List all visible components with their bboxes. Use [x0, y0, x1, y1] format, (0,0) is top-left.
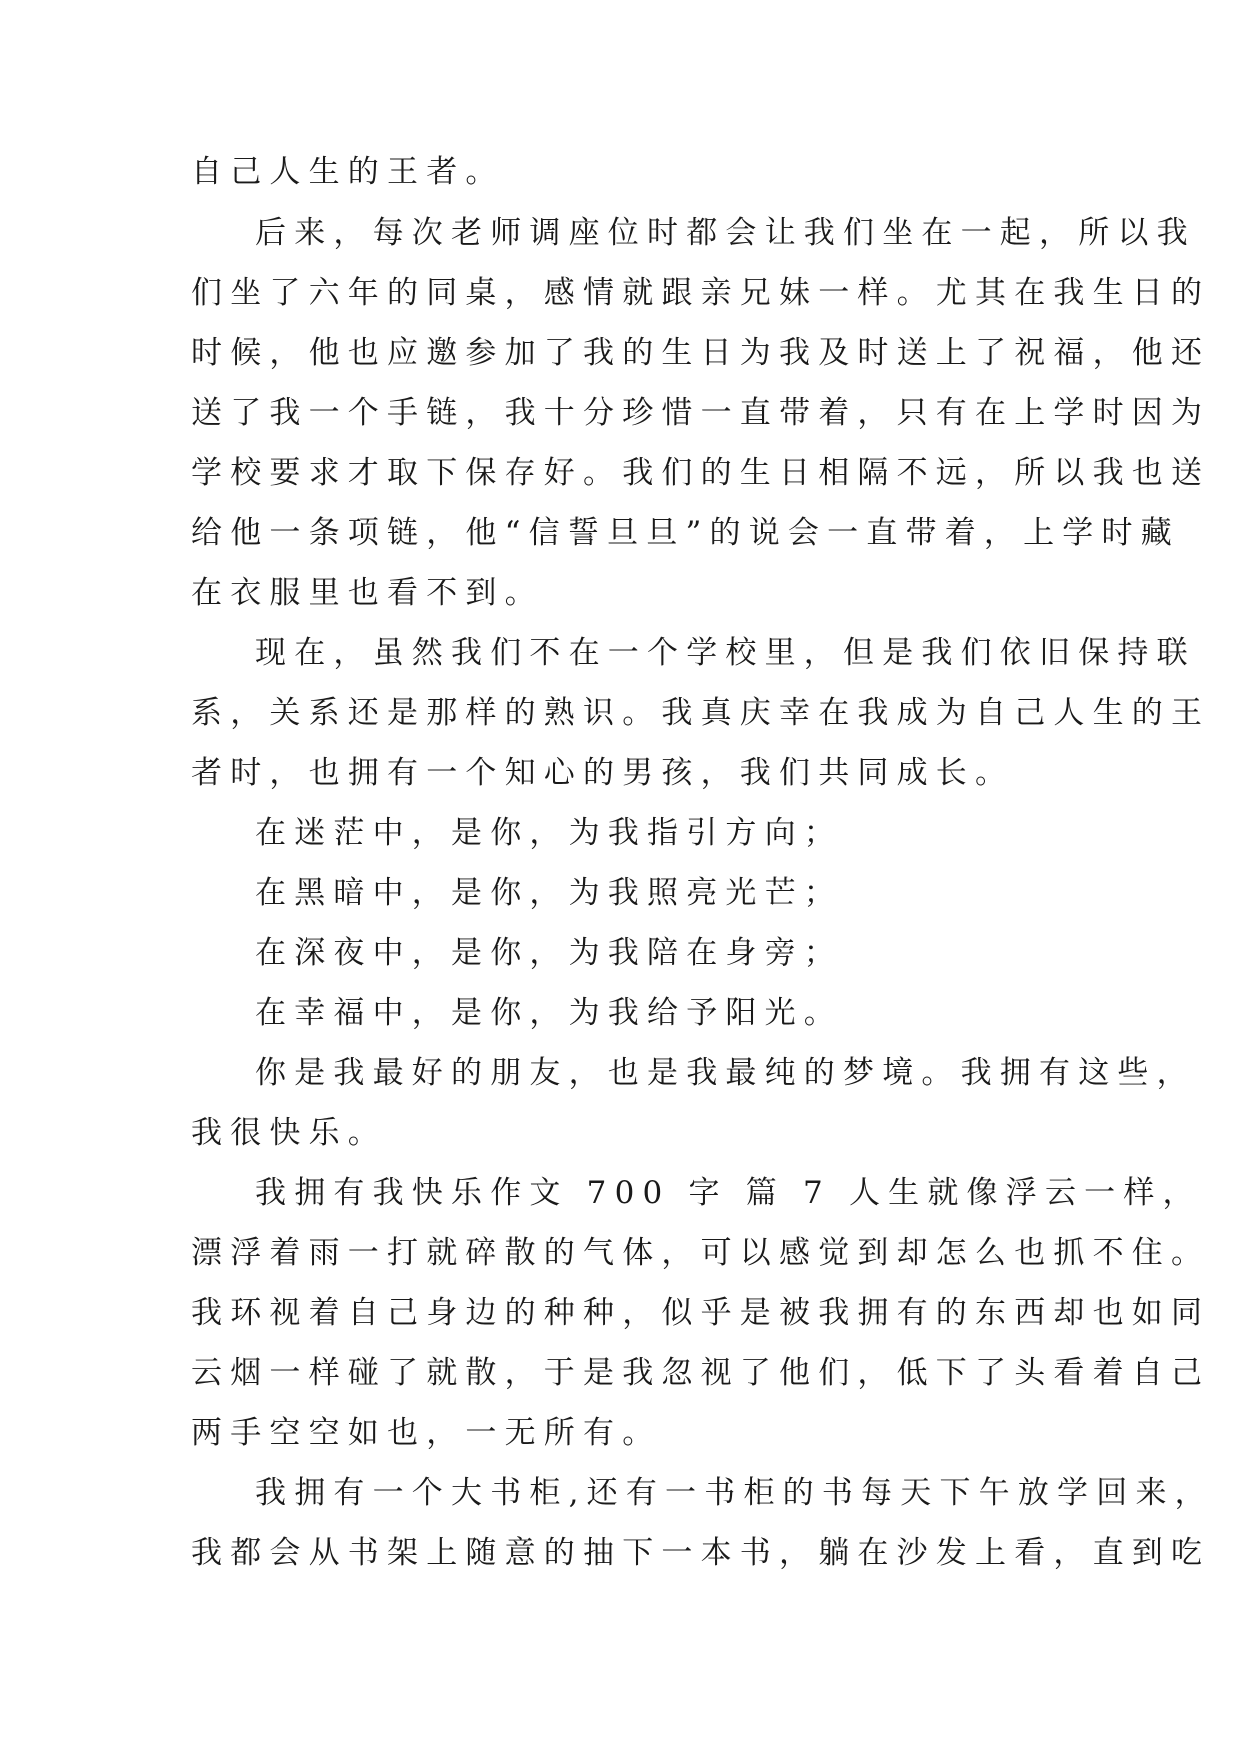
text-line: 在迷茫中，是你，为我指引方向；: [255, 815, 843, 851]
text-line: 给他一条项链，他“信誓旦旦”的说会一直带着，上学时藏: [191, 515, 1180, 551]
text-line: 我都会从书架上随意的抽下一本书，躺在沙发上看，直到吃: [191, 1535, 1211, 1571]
text-line: 你是我最好的朋友，也是我最纯的梦境。我拥有这些，: [255, 1055, 1196, 1091]
text-line: 在深夜中，是你，为我陪在身旁；: [255, 935, 843, 971]
text-line: 漂浮着雨一打就碎散的气体，可以感觉到却怎么也抓不住。: [191, 1235, 1211, 1271]
text-line: 系，关系还是那样的熟识。我真庆幸在我成为自己人生的王: [191, 695, 1211, 731]
text-line: 两手空空如也，一无所有。: [191, 1415, 662, 1451]
text-line: 送了我一个手链，我十分珍惜一直带着，只有在上学时因为: [191, 395, 1211, 431]
text-line: 后来，每次老师调座位时都会让我们坐在一起，所以我: [255, 215, 1196, 251]
text-line: 在幸福中，是你，为我给予阳光。: [255, 995, 843, 1031]
text-line: 我环视着自己身边的种种，似乎是被我拥有的东西却也如同: [191, 1295, 1211, 1331]
text-line: 云烟一样碰了就散，于是我忽视了他们，低下了头看着自己: [191, 1355, 1211, 1391]
text-line: 现在，虽然我们不在一个学校里，但是我们依旧保持联: [255, 635, 1196, 671]
text-line: 在衣服里也看不到。: [191, 575, 544, 611]
text-line: 们坐了六年的同桌，感情就跟亲兄妹一样。尤其在我生日的: [191, 275, 1211, 311]
text-line: 自己人生的王者。: [191, 154, 505, 190]
text-line: 时候，他也应邀参加了我的生日为我及时送上了祝福，他还: [191, 335, 1211, 371]
text-line: 我拥有一个大书柜,还有一书柜的书每天下午放学回来，: [255, 1475, 1214, 1511]
text-line: 学校要求才取下保存好。我们的生日相隔不远，所以我也送: [191, 455, 1211, 491]
text-line: 者时，也拥有一个知心的男孩，我们共同成长。: [191, 755, 1015, 791]
text-line: 在黑暗中，是你，为我照亮光芒；: [255, 875, 843, 911]
text-line: 我很快乐。: [191, 1115, 387, 1151]
text-line: 我拥有我快乐作文 700 字 篇 7 人生就像浮云一样，: [255, 1175, 1202, 1211]
